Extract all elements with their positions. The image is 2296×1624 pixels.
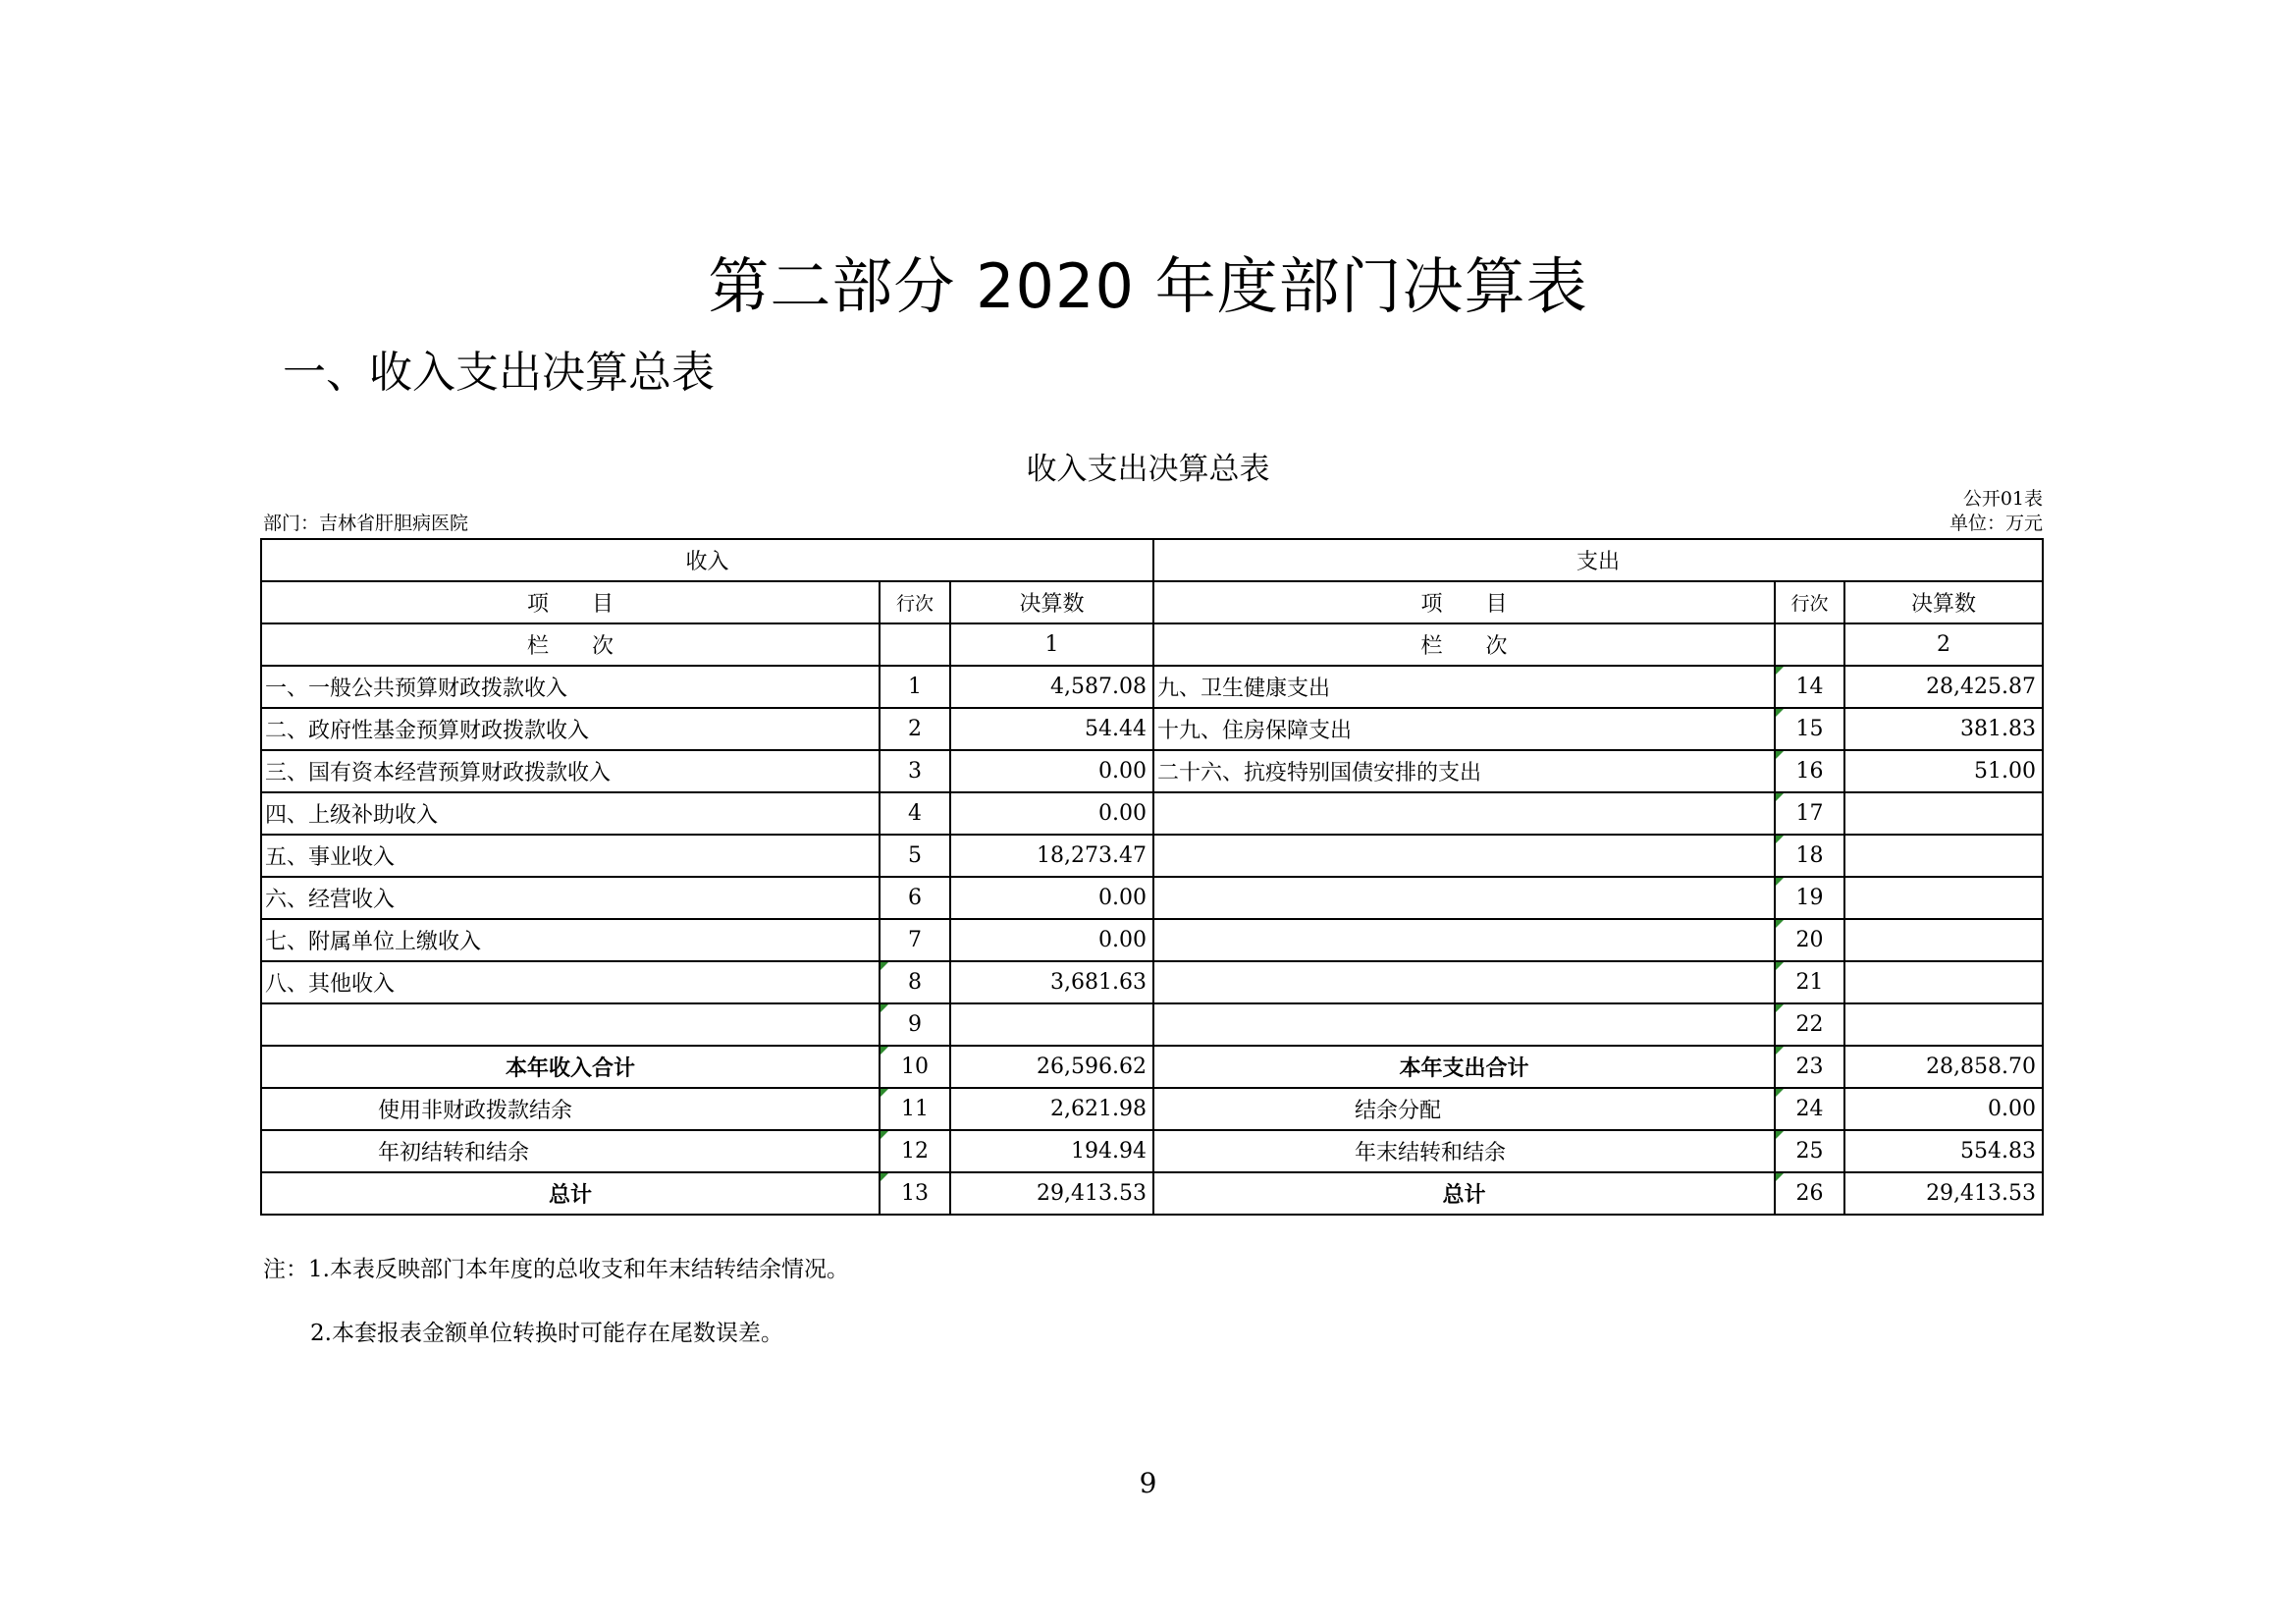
surplus-distribution-no: 24 [1775, 1088, 1844, 1130]
expense-item [1153, 961, 1775, 1003]
expense-row-no: 17 [1775, 792, 1844, 835]
header-expense: 支出 [1153, 539, 2043, 581]
income-row-no: 7 [880, 919, 950, 961]
income-amount: 0.00 [950, 792, 1153, 835]
column-label-expense: 栏 次 [1153, 623, 1775, 666]
year-expense-total-no: 23 [1775, 1046, 1844, 1088]
table-title: 收入支出决算总表 [1026, 452, 1270, 487]
expense-amount [1844, 1003, 2043, 1046]
nonfiscal-surplus-amount: 2,621.98 [950, 1088, 1153, 1130]
footnote-2: 2.本套报表金额单位转换时可能存在尾数误差。 [310, 1321, 783, 1346]
header-income-item: 项 目 [261, 581, 880, 623]
income-row-no: 5 [880, 835, 950, 877]
header-expense-row-no: 行次 [1775, 581, 1844, 623]
income-item: 三、国有资本经营预算财政拨款收入 [261, 750, 880, 792]
table-row [261, 835, 2043, 877]
expense-item [1153, 1003, 1775, 1046]
surplus-distribution-label: 结余分配 [1153, 1088, 1775, 1130]
expense-item: 十九、住房保障支出 [1153, 708, 1775, 750]
expense-item: 二十六、抗疫特别国债安排的支出 [1153, 750, 1775, 792]
income-row-no: 4 [880, 792, 950, 835]
expense-amount: 28,425.87 [1844, 666, 2043, 708]
year-expense-total-amount: 28,858.70 [1844, 1046, 2043, 1088]
surplus-distribution-amount: 0.00 [1844, 1088, 2043, 1130]
year-expense-total-label: 本年支出合计 [1153, 1046, 1775, 1088]
expense-amount: 381.83 [1844, 708, 2043, 750]
table-row [261, 792, 2043, 835]
expense-amount [1844, 919, 2043, 961]
expense-row-no: 15 [1775, 708, 1844, 750]
income-item: 六、经营收入 [261, 877, 880, 919]
header-income: 收入 [261, 539, 1153, 581]
income-row-no: 9 [880, 1003, 950, 1046]
unit-label: 单位：万元 [1949, 513, 2043, 534]
expense-row-no: 19 [1775, 877, 1844, 919]
expense-item [1153, 877, 1775, 919]
column-label-income: 栏 次 [261, 623, 880, 666]
expense-amount [1844, 792, 2043, 835]
table-row [261, 750, 2043, 792]
empty-cell [1775, 623, 1844, 666]
table-header-row [261, 539, 2043, 581]
income-amount: 54.44 [950, 708, 1153, 750]
nonfiscal-surplus-label: 使用非财政拨款结余 [261, 1088, 880, 1130]
beginning-balance-amount: 194.94 [950, 1130, 1153, 1172]
income-row-no: 6 [880, 877, 950, 919]
header-income-amount: 决算数 [950, 581, 1153, 623]
expense-amount [1844, 961, 2043, 1003]
income-item [261, 1003, 880, 1046]
expense-item [1153, 792, 1775, 835]
expense-row-no: 22 [1775, 1003, 1844, 1046]
income-item: 七、附属单位上缴收入 [261, 919, 880, 961]
table-subheader-row [261, 581, 2043, 623]
income-amount: 0.00 [950, 919, 1153, 961]
income-item: 五、事业收入 [261, 835, 880, 877]
expense-amount: 51.00 [1844, 750, 2043, 792]
income-item: 一、一般公共预算财政拨款收入 [261, 666, 880, 708]
form-code: 公开01表 [1962, 488, 2043, 510]
year-income-total-no: 10 [880, 1046, 950, 1088]
year-income-total-amount: 26,596.62 [950, 1046, 1153, 1088]
table-row [261, 1130, 2043, 1172]
income-amount: 3,681.63 [950, 961, 1153, 1003]
grand-total-income-no: 13 [880, 1172, 950, 1215]
grand-total-row [261, 1172, 2043, 1215]
expense-row-no: 21 [1775, 961, 1844, 1003]
expense-item: 九、卫生健康支出 [1153, 666, 1775, 708]
table-row [261, 961, 2043, 1003]
beginning-balance-no: 12 [880, 1130, 950, 1172]
expense-row-no: 16 [1775, 750, 1844, 792]
expense-amount [1844, 877, 2043, 919]
year-income-total-label: 本年收入合计 [261, 1046, 880, 1088]
expense-amount [1844, 835, 2043, 877]
table-row [261, 919, 2043, 961]
income-row-no: 8 [880, 961, 950, 1003]
ending-balance-no: 25 [1775, 1130, 1844, 1172]
empty-cell [880, 623, 950, 666]
income-row-no: 1 [880, 666, 950, 708]
income-expense-table [260, 538, 2044, 1216]
ending-balance-amount: 554.83 [1844, 1130, 2043, 1172]
table-row [261, 1003, 2043, 1046]
expense-row-no: 18 [1775, 835, 1844, 877]
income-amount: 0.00 [950, 877, 1153, 919]
table-row [261, 666, 2043, 708]
income-item: 二、政府性基金预算财政拨款收入 [261, 708, 880, 750]
footnote-1: 注：1.本表反映部门本年度的总收支和年末结转结余情况。 [263, 1257, 849, 1282]
grand-total-expense-amount: 29,413.53 [1844, 1172, 2043, 1215]
expense-item [1153, 919, 1775, 961]
income-item: 四、上级补助收入 [261, 792, 880, 835]
beginning-balance-label: 年初结转和结余 [261, 1130, 880, 1172]
table-row [261, 877, 2043, 919]
table-row [261, 1088, 2043, 1130]
income-column-number: 1 [950, 623, 1153, 666]
header-income-row-no: 行次 [880, 581, 950, 623]
income-amount [950, 1003, 1153, 1046]
grand-total-expense-no: 26 [1775, 1172, 1844, 1215]
total-row-year [261, 1046, 2043, 1088]
department-label: 部门：吉林省肝胆病医院 [263, 513, 469, 534]
income-row-no: 2 [880, 708, 950, 750]
income-amount: 0.00 [950, 750, 1153, 792]
grand-total-income-label: 总计 [261, 1172, 880, 1215]
table-column-label-row [261, 623, 2043, 666]
nonfiscal-surplus-no: 11 [880, 1088, 950, 1130]
header-expense-item: 项 目 [1153, 581, 1775, 623]
table-row [261, 708, 2043, 750]
income-item: 八、其他收入 [261, 961, 880, 1003]
page-main-title: 第二部分 2020 年度部门决算表 [708, 250, 1588, 322]
page-number: 9 [1139, 1467, 1157, 1499]
ending-balance-label: 年末结转和结余 [1153, 1130, 1775, 1172]
expense-row-no: 20 [1775, 919, 1844, 961]
grand-total-expense-label: 总计 [1153, 1172, 1775, 1215]
grand-total-income-amount: 29,413.53 [950, 1172, 1153, 1215]
expense-item [1153, 835, 1775, 877]
income-amount: 18,273.47 [950, 835, 1153, 877]
expense-column-number: 2 [1844, 623, 2043, 666]
section-title: 一、收入支出决算总表 [283, 348, 715, 398]
header-expense-amount: 决算数 [1844, 581, 2043, 623]
income-amount: 4,587.08 [950, 666, 1153, 708]
income-row-no: 3 [880, 750, 950, 792]
expense-row-no: 14 [1775, 666, 1844, 708]
